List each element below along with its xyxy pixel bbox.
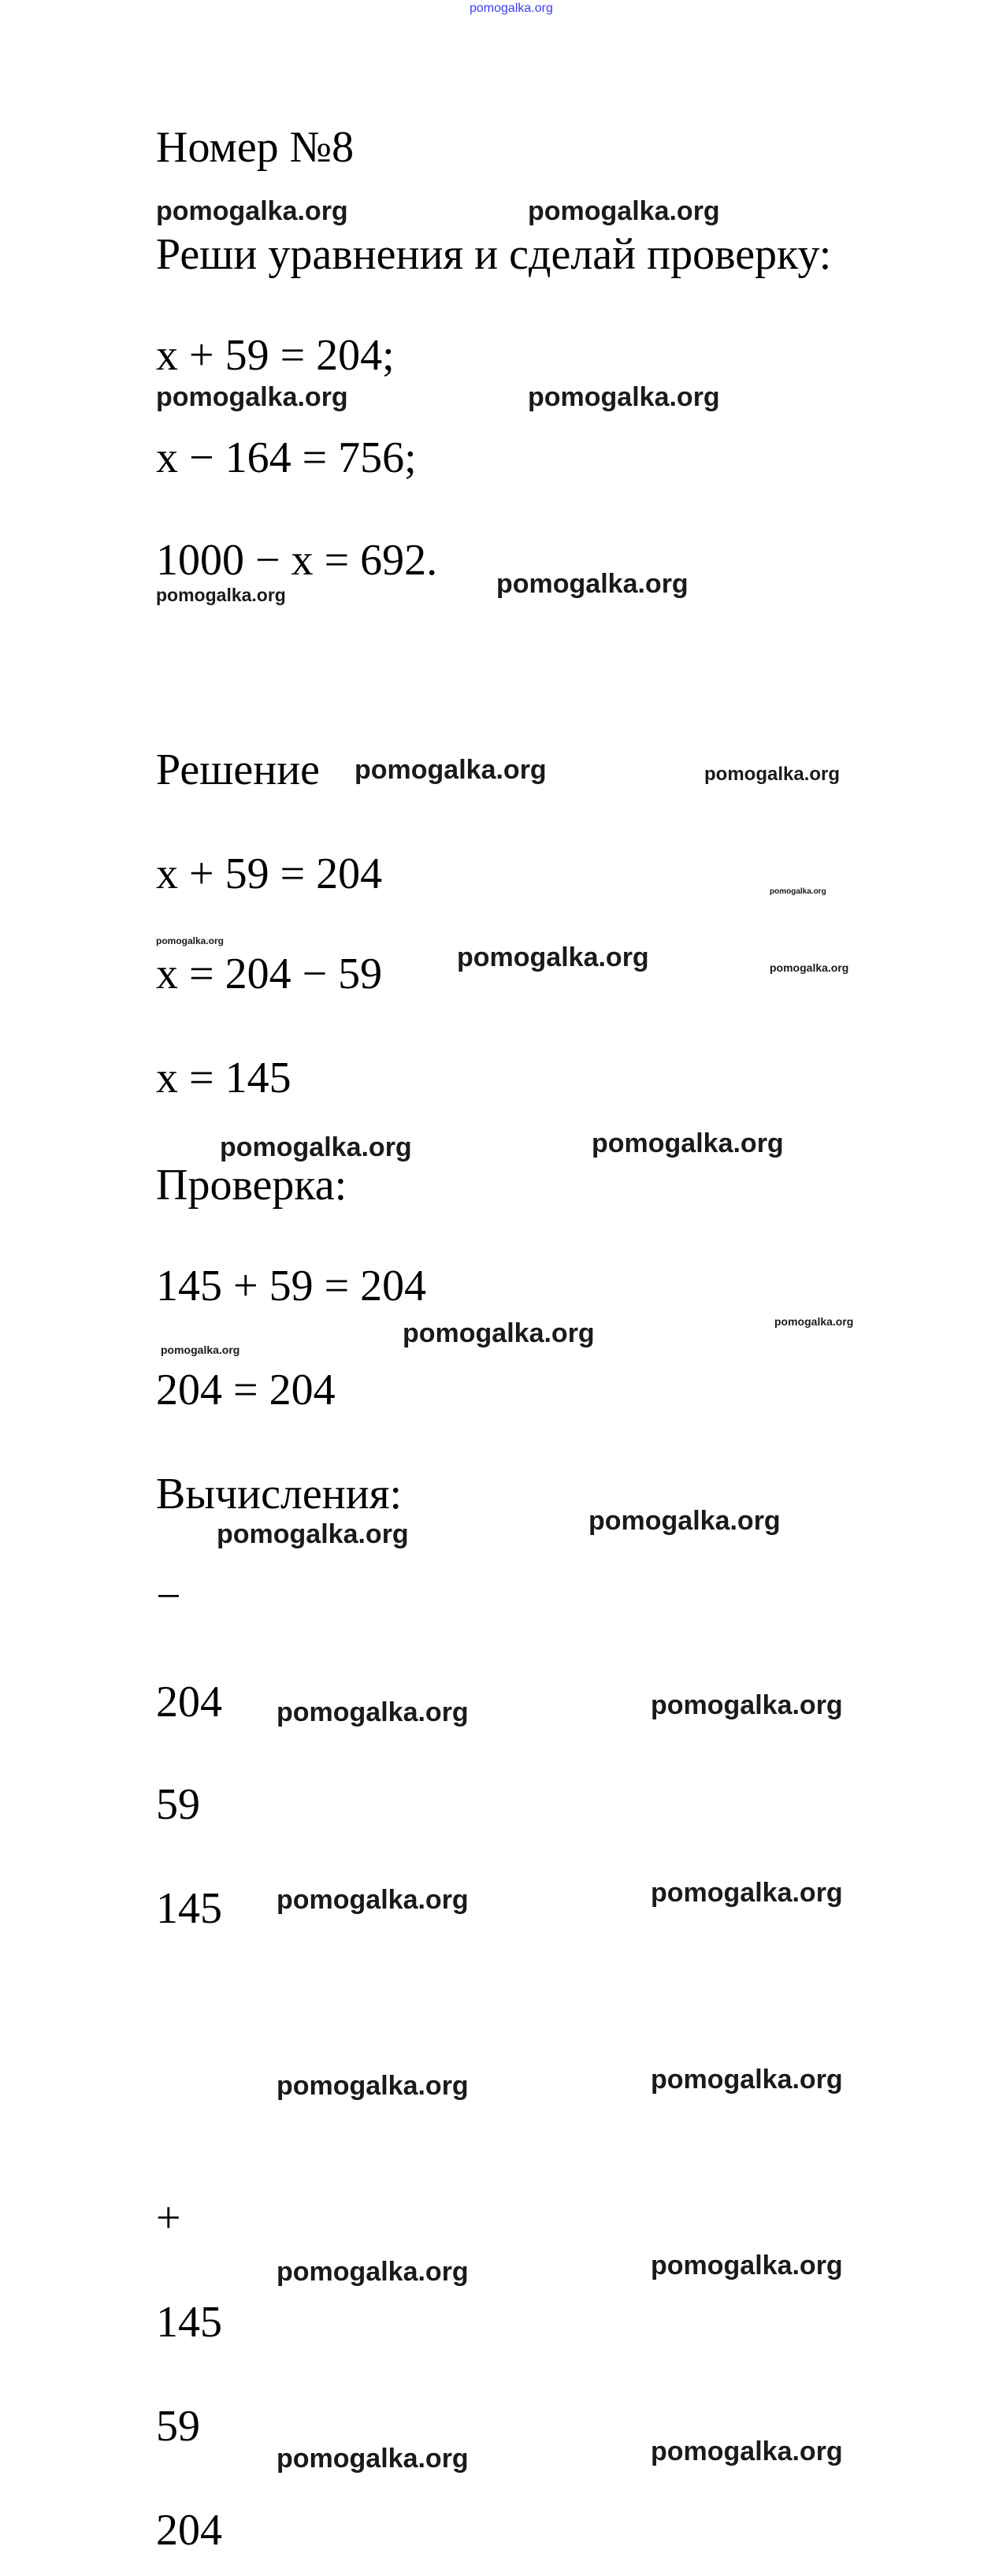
watermark: pomogalka.org xyxy=(217,1519,409,1549)
watermark: pomogalka.org xyxy=(774,1315,854,1328)
task-title: Номер №8 xyxy=(156,123,355,172)
watermark: pomogalka.org xyxy=(528,382,720,412)
calc1-operator: − xyxy=(156,1572,181,1621)
watermark: pomogalka.org xyxy=(277,2257,469,2287)
calc2-operator: + xyxy=(156,2194,181,2243)
solution-step-3: x = 145 xyxy=(156,1054,291,1102)
watermark: pomogalka.org xyxy=(161,1344,240,1356)
watermark: pomogalka.org xyxy=(220,1132,412,1162)
watermark: pomogalka.org xyxy=(496,569,689,599)
solution-step-1: x + 59 = 204 xyxy=(156,849,383,898)
watermark: pomogalka.org xyxy=(355,755,547,785)
watermark: pomogalka.org xyxy=(651,2437,843,2466)
watermark: pomogalka.org xyxy=(156,382,348,412)
watermark: pomogalka.org xyxy=(704,764,841,785)
check-line-2: 204 = 204 xyxy=(156,1366,336,1414)
calc2-addend-2: 59 xyxy=(156,2402,200,2451)
watermark: pomogalka.org xyxy=(277,1697,469,1727)
watermark: pomogalka.org xyxy=(651,2251,843,2280)
watermark: pomogalka.org xyxy=(592,1128,784,1158)
watermark: pomogalka.org xyxy=(651,1690,843,1720)
watermark: pomogalka.org xyxy=(156,196,348,226)
solution-heading: Решение xyxy=(156,745,321,794)
equation-2: x − 164 = 756; xyxy=(156,433,417,482)
watermark: pomogalka.org xyxy=(156,935,225,946)
calc1-minuend: 204 xyxy=(156,1678,222,1727)
check-heading: Проверка: xyxy=(156,1161,347,1210)
watermark: pomogalka.org xyxy=(277,2071,469,2101)
watermark: pomogalka.org xyxy=(770,961,849,974)
solution-step-2: x = 204 − 59 xyxy=(156,950,383,998)
watermark: pomogalka.org xyxy=(156,585,286,605)
calc1-subtrahend: 59 xyxy=(156,1780,200,1829)
top-watermark: pomogalka.org xyxy=(470,2,553,15)
watermark: pomogalka.org xyxy=(588,1506,781,1536)
watermark: pomogalka.org xyxy=(277,1885,469,1915)
watermark: pomogalka.org xyxy=(651,1878,843,1908)
watermark: pomogalka.org xyxy=(403,1318,595,1348)
check-line-1: 145 + 59 = 204 xyxy=(156,1262,427,1310)
task-instruction: Реши уравнения и сделай проверку: xyxy=(156,230,832,279)
equation-1: x + 59 = 204; xyxy=(156,331,395,380)
calc2-result: 204 xyxy=(156,2506,222,2555)
watermark: pomogalka.org xyxy=(277,2444,469,2474)
watermark: pomogalka.org xyxy=(457,942,649,972)
watermark: pomogalka.org xyxy=(528,196,720,226)
watermark: pomogalka.org xyxy=(770,887,826,896)
equation-3: 1000 − x = 692. xyxy=(156,536,438,585)
watermark: pomogalka.org xyxy=(651,2065,843,2095)
calc-heading: Вычисления: xyxy=(156,1470,403,1518)
calc2-addend-1: 145 xyxy=(156,2298,222,2347)
calc1-result: 145 xyxy=(156,1884,222,1933)
